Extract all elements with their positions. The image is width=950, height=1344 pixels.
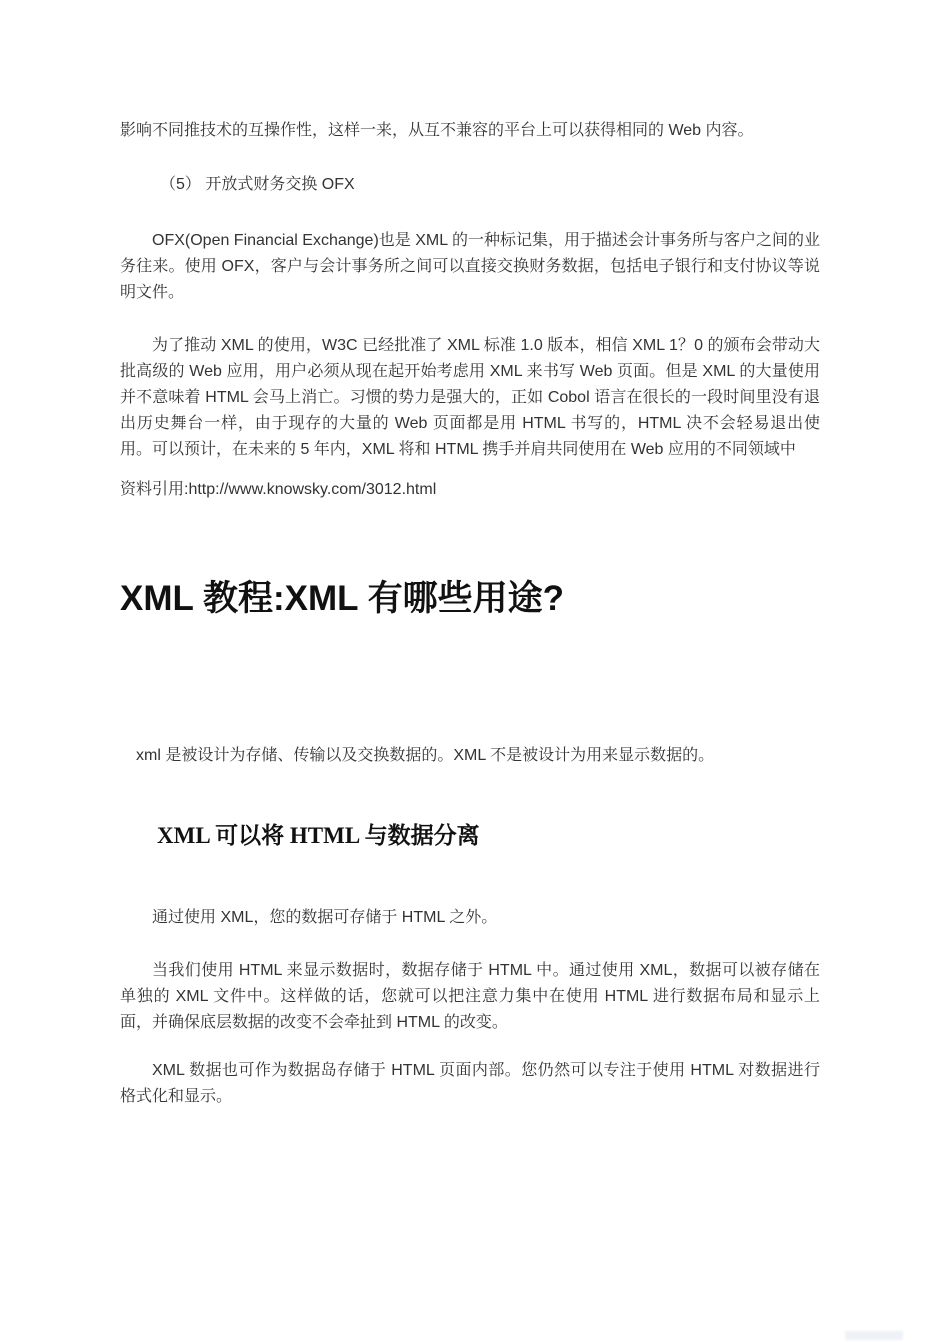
w3c-paragraph: 为了推动 XML 的使用，W3C 已经批准了 XML 标准 1.0 版本，相信 XML 1？0 的颁布会带动大批高级的 Web 应用，用户必须从现在起开始考虑用 XML 来书写 Web 页面。但是 XML 的大量使用并不意味着 HTML 会马上消亡。习惯的势力是强大的，正如 Cobol 语言在很长的一段时间里没有退出历史舞台一样，由于现存的大量的 Web 页面都是用 HTML 书写的，HTML 决不会轻易退出使用。可以预计，在未来的 5 年内，XML 将和 HTML 携手并肩共同使用在 Web 应用的不同领域中 [120, 337, 820, 458]
separation-paragraph-1: 通过使用 XML，您的数据可存储于 HTML 之外。 [152, 909, 498, 926]
faint-watermark [845, 1331, 903, 1340]
article-title: XML 教程:XML 有哪些用途? [120, 579, 564, 618]
separation-paragraph-3: XML 数据也可作为数据岛存储于 HTML 页面内部。您仍然可以专注于使用 HTML 对数据进行格式化和显示。 [120, 1062, 820, 1105]
intro-paragraph: xml 是被设计为存储、传输以及交换数据的。XML 不是被设计为用来显示数据的。 [136, 747, 715, 764]
continuation-paragraph: 影响不同推技术的互操作性，这样一来，从互不兼容的平台上可以获得相同的 Web 内容。 [120, 122, 754, 139]
separation-paragraph-2: 当我们使用 HTML 来显示数据时，数据存储于 HTML 中。通过使用 XML，数据可以被存储在单独的 XML 文件中。这样做的话，您就可以把注意力集中在使用 HTML 进行数据布局和显示上面，并确保底层数据的改变不会牵扯到 HTML 的改变。 [120, 962, 820, 1031]
list-item-ofx: （5） 开放式财务交换 OFX [160, 176, 355, 193]
section-heading: XML 可以将 HTML 与数据分离 [157, 823, 480, 848]
ofx-paragraph: OFX(Open Financial Exchange)也是 XML 的一种标记集，用于描述会计事务所与客户之间的业务往来。使用 OFX，客户与会计事务所之间可以直接交换财务数据，包括电子银行和支付协议等说明文件。 [120, 232, 820, 301]
source-citation-line: 资料引用:http://www.knowsky.com/3012.html [120, 481, 437, 498]
